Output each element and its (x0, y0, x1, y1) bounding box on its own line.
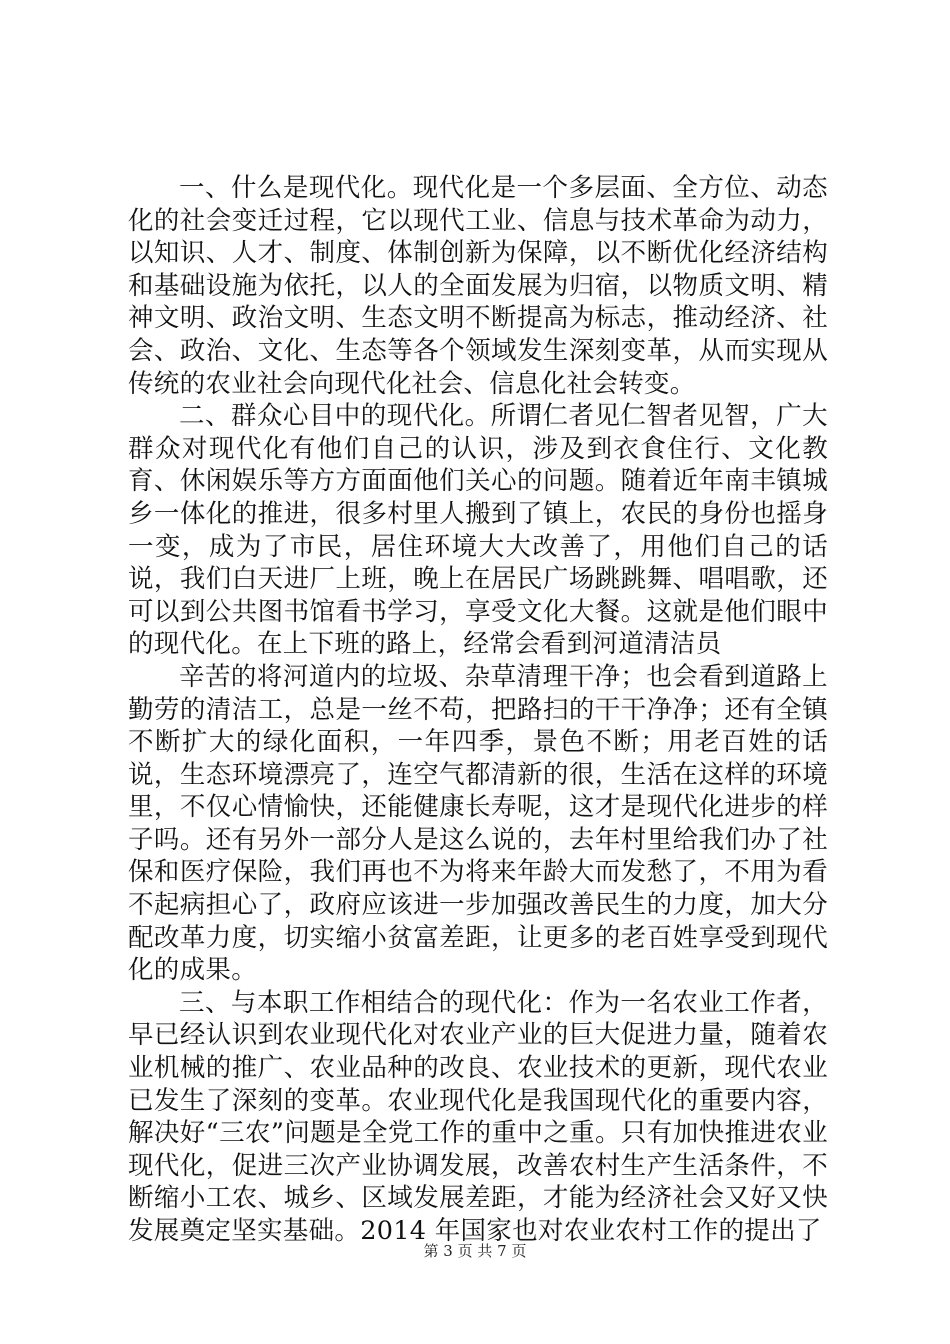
paragraph-environment-and-livelihood: 辛苦的将河道内的垃圾、杂草清理干净；也会看到道路上勤劳的清洁工，总是一丝不苟，把路扫的干干净净；还有全镇不断扩大的绿化面积，一年四季，景色不断；用老百姓的话说，生态环境漂亮了，连空气都清新的很，生活在这样的环境里，不仅心情愉快，还能健康长寿呢，这才是现代化进步的样子吗。还有另外一部分人是这么说的，去年村里给我们办了社保和医疗保险，我们再也不为将来年龄大而发愁了，不用为看不起病担心了，政府应该进一步加强改善民生的力度，加大分配改革力度，切实缩小贫富差距，让更多的老百姓享受到现代化的成果。 (128, 661, 828, 986)
page-number-footer: 第 3 页 共 7 页 (423, 1242, 527, 1260)
paragraph-agricultural-modernization: 三、与本职工作相结合的现代化：作为一名农业工作者，早已经认识到农业现代化对农业产业的巨大促进力量，随着农业机械的推广、农业品种的改良、农业技术的更新，现代农业已发生了深刻的变革。农业现代化是我国现代化的重要内容，解决好“三农”问题是全党工作的重中之重。只有加快推进农业现代化，促进三次产业协调发展，改善农村生产生活条件，不断缩小工农、城乡、区域发展差距，才能为经济社会又好又快发展奠定坚实基础。2014 年国家也对农业农村工作的提出了 (128, 987, 828, 1246)
paragraph-what-is-modernization: 一、什么是现代化。现代化是一个多层面、全方位、动态化的社会变迁过程，它以现代工业、信息与技术革命为动力，以知识、人才、制度、体制创新为保障，以不断优化经济结构和基础设施为依托，以人的全面发展为归宿，以物质文明、精神文明、政治文明、生态文明不断提高为标志，推动经济、社会、政治、文化、生态等各个领域发生深刻变革，从而实现从传统的农业社会向现代化社会、信息化社会转变。 (128, 173, 828, 399)
document-body (128, 172, 828, 1248)
paragraph-public-view-of-modernization: 二、群众心目中的现代化。所谓仁者见仁智者见智，广大群众对现代化有他们自己的认识，涉及到衣食住行、文化教育、休闲娱乐等方方面面他们关心的问题。随着近年南丰镇城乡一体化的推进，很多村里人搬到了镇上，农民的身份也摇身一变，成为了市民，居住环境大大改善了，用他们自己的话说，我们白天进厂上班，晚上在居民广场跳跳舞、唱唱歌，还可以到公共图书馆看书学习，享受文化大餐。这就是他们眼中的现代化。在上下班的路上，经常会看到河道清洁员 (128, 401, 828, 660)
